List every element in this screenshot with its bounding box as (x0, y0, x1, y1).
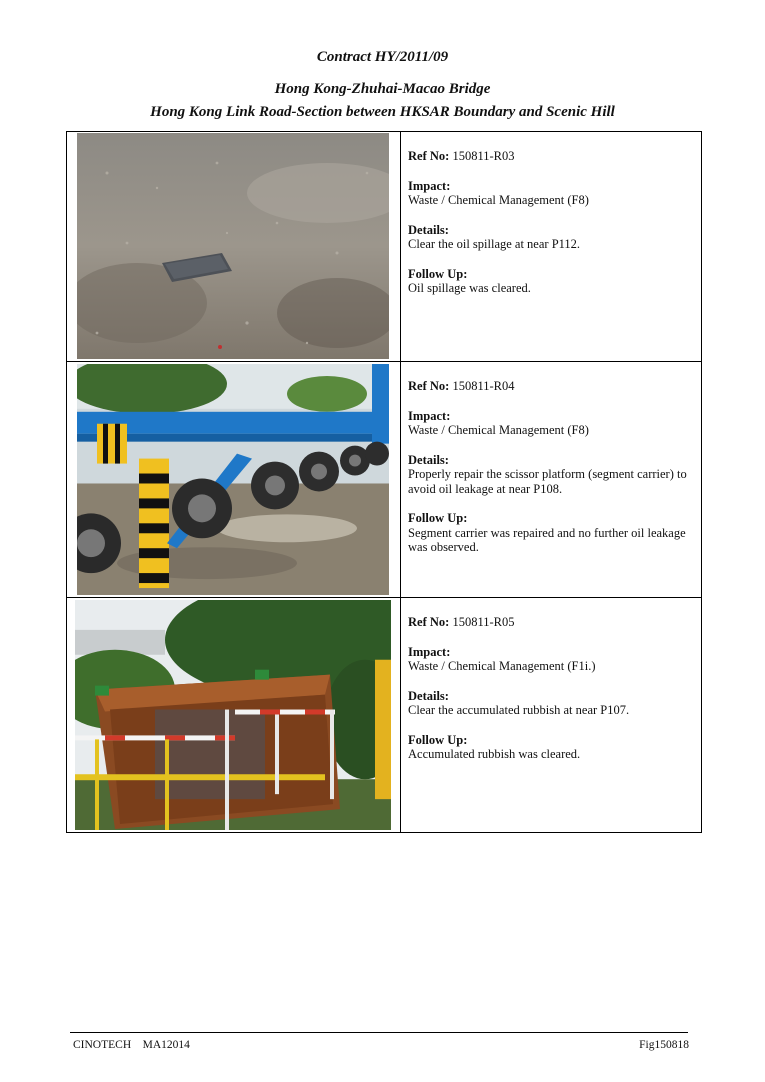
photo-cell (67, 132, 401, 361)
ref-number: Ref No: 150811-R03 (408, 149, 515, 163)
impact: Impact: Waste / Chemical Management (F1i.) (408, 644, 596, 673)
ref-number: Ref No: 150811-R04 (408, 379, 515, 393)
impact: Impact: Waste / Chemical Management (F8) (408, 408, 589, 437)
table-row (67, 597, 701, 832)
details: Details: Clear the accumulated rubbish at near P107. (408, 688, 630, 717)
follow-up: Follow Up: Accumulated rubbish was cleared. (408, 732, 581, 761)
table-row (67, 132, 701, 361)
footer-figure-number: Fig150818 (639, 1039, 689, 1051)
table-row (67, 361, 701, 597)
photo-cell (67, 362, 401, 597)
impact: Impact: Waste / Chemical Management (F8) (408, 178, 589, 207)
entry-details (408, 132, 695, 311)
gravel-ground-photo (77, 133, 389, 359)
contract-title: Contract HY/2011/09 (316, 49, 449, 65)
segment-carrier-photo (77, 364, 389, 595)
entry-details (408, 362, 695, 570)
footer-divider (70, 1032, 688, 1033)
photo-cell (67, 598, 401, 832)
observation-table (66, 131, 702, 833)
rubbish-skip-photo (75, 600, 391, 830)
footer-company: CINOTECH MA12014 (73, 1039, 190, 1051)
project-title: Hong Kong-Zhuhai-Macao Bridge (274, 81, 491, 97)
ref-number: Ref No: 150811-R05 (408, 615, 515, 629)
section-title: Hong Kong Link Road-Section between HKSAR Boundary and Scenic Hill (150, 104, 615, 120)
follow-up: Follow Up: Segment carrier was repaired and no further oil leakage was observed. (408, 511, 686, 554)
details: Details: Clear the oil spillage at near P112. (408, 222, 581, 251)
details: Details: Properly repair the scissor platform (segment carrier) to avoid oil leakage at near P108. (408, 452, 687, 496)
entry-details (408, 598, 695, 777)
follow-up: Follow Up: Oil spillage was cleared. (408, 266, 531, 295)
